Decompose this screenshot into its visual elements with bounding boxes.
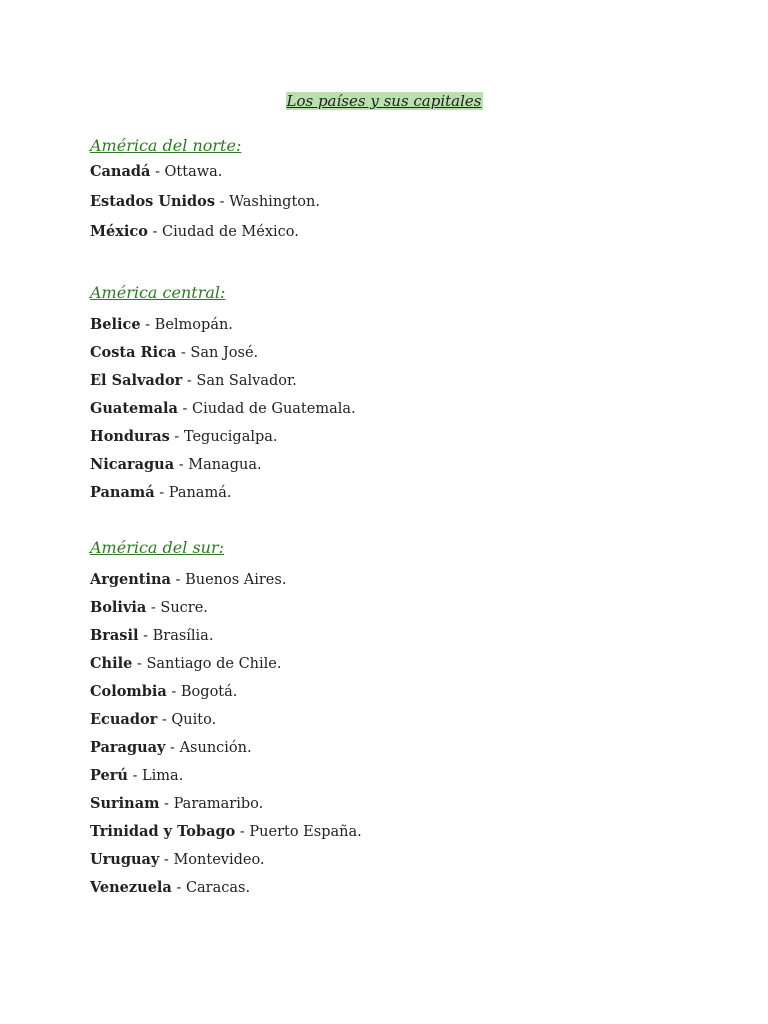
country-name: Ecuador — [90, 711, 158, 728]
country-list — [90, 566, 690, 902]
list-item — [90, 157, 690, 187]
capital-name: - Panamá. — [154, 485, 232, 501]
capital-name: - Brasília. — [138, 628, 214, 644]
list-item — [90, 395, 690, 423]
capital-name: - Caracas. — [171, 880, 251, 896]
list-item — [90, 678, 690, 706]
country-name: Panamá — [90, 484, 155, 501]
list-item — [90, 762, 690, 790]
list-item — [90, 217, 690, 247]
country-name: Surinam — [90, 795, 160, 812]
country-name: Colombia — [90, 683, 167, 700]
capital-name: - Washington. — [215, 194, 320, 210]
list-item — [90, 874, 690, 902]
country-name: Venezuela — [90, 879, 172, 896]
capital-name: - Montevideo. — [159, 852, 265, 868]
capital-name: - Puerto España. — [235, 824, 362, 840]
capital-name: - Ciudad de Guatemala. — [177, 401, 356, 417]
capital-name: - Belmopán. — [140, 317, 233, 333]
capital-name: - Buenos Aires. — [170, 572, 287, 588]
list-item — [90, 594, 690, 622]
capital-name: - Santiago de Chile. — [132, 656, 282, 672]
country-name: Estados Unidos — [90, 193, 215, 210]
capital-name: - Tegucigalpa. — [169, 429, 278, 445]
capital-name: - Bogotá. — [166, 684, 238, 700]
capital-name: - Sucre. — [146, 600, 208, 616]
list-item — [90, 790, 690, 818]
list-item — [90, 706, 690, 734]
list-item — [90, 311, 690, 339]
country-name: Trinidad y Tobago — [90, 823, 236, 840]
list-item — [90, 479, 690, 507]
country-list — [90, 311, 690, 507]
list-item — [90, 367, 690, 395]
page-title-text: Los países y sus capitales — [286, 92, 482, 110]
section-heading: América del norte: — [90, 136, 242, 155]
country-name: Belice — [90, 316, 141, 333]
list-item — [90, 650, 690, 678]
country-name: Nicaragua — [90, 456, 175, 473]
section-north-america — [90, 135, 690, 247]
country-name: Guatemala — [90, 400, 178, 417]
capital-name: - San Salvador. — [182, 373, 297, 389]
country-name: Uruguay — [90, 851, 160, 868]
list-item — [90, 339, 690, 367]
section-south-america — [90, 537, 690, 902]
list-item — [90, 566, 690, 594]
section-central-america — [90, 282, 690, 507]
country-name: Argentina — [90, 571, 171, 588]
capital-name: - Paramaribo. — [159, 796, 264, 812]
country-name: Perú — [90, 767, 128, 784]
capital-name: - Quito. — [157, 712, 217, 728]
list-item — [90, 451, 690, 479]
country-list — [90, 157, 690, 247]
list-item — [90, 734, 690, 762]
country-name: Bolivia — [90, 599, 147, 616]
capital-name: - Managua. — [174, 457, 262, 473]
list-item — [90, 846, 690, 874]
list-item — [90, 622, 690, 650]
page-title — [0, 91, 768, 111]
list-item — [90, 187, 690, 217]
country-name: Costa Rica — [90, 344, 177, 361]
country-name: México — [90, 223, 148, 240]
country-name: Brasil — [90, 627, 139, 644]
list-item — [90, 423, 690, 451]
section-heading: América del sur: — [90, 538, 225, 557]
list-item — [90, 818, 690, 846]
country-name: Chile — [90, 655, 133, 672]
capital-name: - Ciudad de México. — [147, 224, 299, 240]
country-name: Honduras — [90, 428, 170, 445]
capital-name: - Asunción. — [165, 740, 252, 756]
section-heading: América central: — [90, 283, 226, 302]
country-name: Paraguay — [90, 739, 166, 756]
capital-name: - Lima. — [127, 768, 184, 784]
country-name: El Salvador — [90, 372, 183, 389]
capital-name: - San José. — [176, 345, 259, 361]
country-name: Canadá — [90, 163, 151, 180]
capital-name: - Ottawa. — [150, 164, 223, 180]
